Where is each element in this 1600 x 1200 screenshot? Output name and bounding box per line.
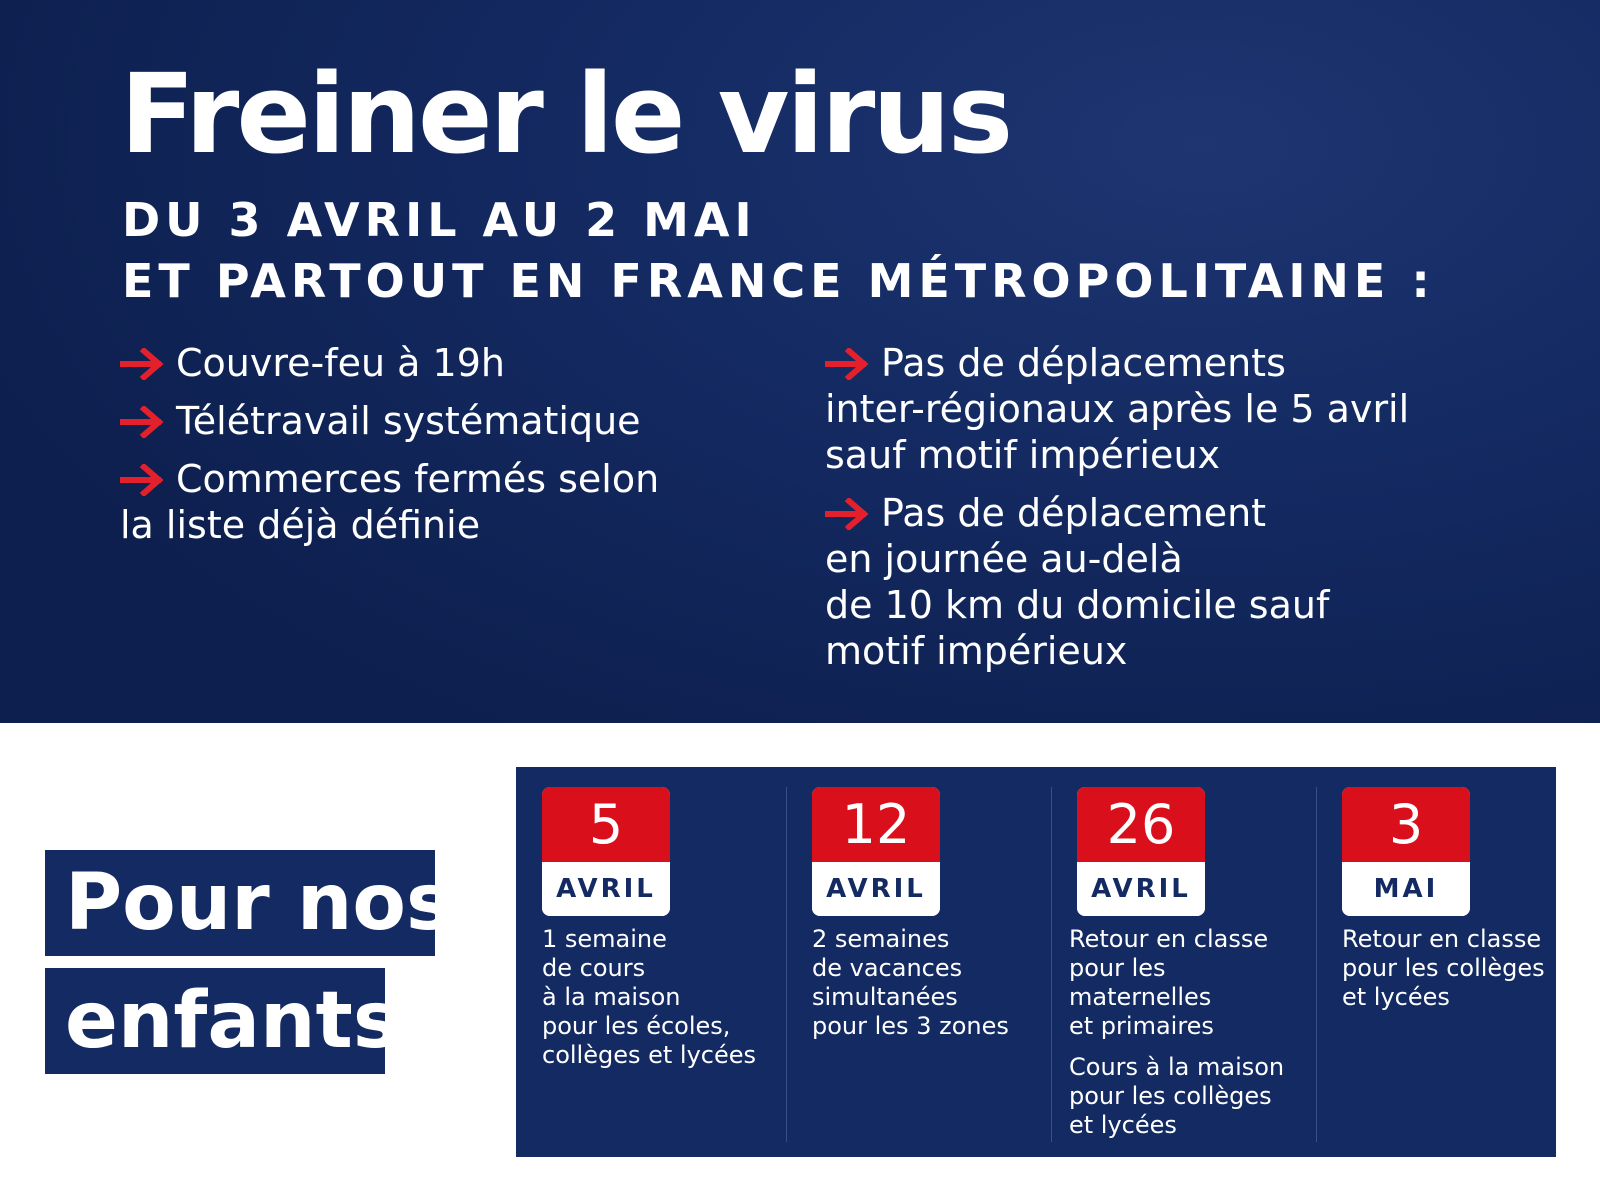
- measure-shops: [120, 456, 720, 548]
- measure-text: Pas de déplacements: [881, 341, 1286, 385]
- date-month: AVRIL: [1077, 862, 1205, 916]
- measure-text: Couvre-feu à 19h: [176, 341, 505, 385]
- measure-telework: [120, 398, 720, 444]
- calendar-entry-5-avril: [542, 767, 782, 1157]
- measure-text: de 10 km du domicile sauf: [825, 583, 1330, 627]
- measure-text: motif impérieux: [825, 629, 1128, 673]
- calendar-description: Retour en classe pour les collèges et lycées: [1342, 925, 1545, 1011]
- date-card: [1077, 787, 1205, 916]
- measure-10km: [825, 490, 1545, 674]
- measure-text: la liste déjà définie: [120, 503, 481, 547]
- measures-right: [825, 340, 1545, 686]
- calendar-description: Retour en classe pour les maternelles et primaires Cours à la maison pour les collèges et lycées: [1069, 925, 1285, 1139]
- arrow-right-icon: [120, 406, 164, 438]
- page-title: Freiner le virus: [120, 50, 1011, 178]
- date-month: AVRIL: [812, 862, 940, 916]
- arrow-right-icon: [120, 464, 164, 496]
- date-day: 26: [1077, 787, 1205, 862]
- date-day: 5: [542, 787, 670, 862]
- subtitle-scope: ET PARTOUT EN FRANCE MÉTROPOLITAINE :: [122, 254, 1435, 308]
- calendar-entry-3-mai: [1342, 767, 1552, 1157]
- date-month: AVRIL: [542, 862, 670, 916]
- date-day: 3: [1342, 787, 1470, 862]
- school-calendar: [516, 767, 1556, 1157]
- measure-text: en journée au-delà: [825, 537, 1183, 581]
- calendar-description: 1 semaine de cours à la maison pour les écoles, collèges et lycées: [542, 925, 757, 1069]
- measure-text: inter-régionaux après le 5 avril: [825, 387, 1410, 431]
- arrow-right-icon: [825, 498, 869, 530]
- measure-text: sauf motif impérieux: [825, 433, 1221, 477]
- column-divider: [1051, 787, 1052, 1142]
- calendar-description: 2 semaines de vacances simultanées pour les 3 zones: [812, 925, 1009, 1040]
- measure-text: Commerces fermés selon: [176, 457, 660, 501]
- measure-text: Pas de déplacement: [881, 491, 1267, 535]
- kids-heading-line2: enfants: [45, 968, 385, 1074]
- arrow-right-icon: [825, 348, 869, 380]
- date-card: [542, 787, 670, 916]
- measure-interregional: [825, 340, 1545, 478]
- column-divider: [786, 787, 787, 1142]
- date-month: MAI: [1342, 862, 1470, 916]
- date-card: [1342, 787, 1470, 916]
- subtitle: [122, 190, 1435, 312]
- column-divider: [1316, 787, 1317, 1142]
- date-day: 12: [812, 787, 940, 862]
- subtitle-dates: DU 3 AVRIL AU 2 MAI: [122, 193, 757, 247]
- arrow-right-icon: [120, 348, 164, 380]
- date-card: [812, 787, 940, 916]
- measure-text: Télétravail systématique: [176, 399, 641, 443]
- measures-left: [120, 340, 720, 560]
- calendar-entry-26-avril: [1069, 767, 1312, 1157]
- measure-curfew: [120, 340, 720, 386]
- calendar-entry-12-avril: [812, 767, 1047, 1157]
- kids-heading-line1: Pour nos: [45, 850, 435, 956]
